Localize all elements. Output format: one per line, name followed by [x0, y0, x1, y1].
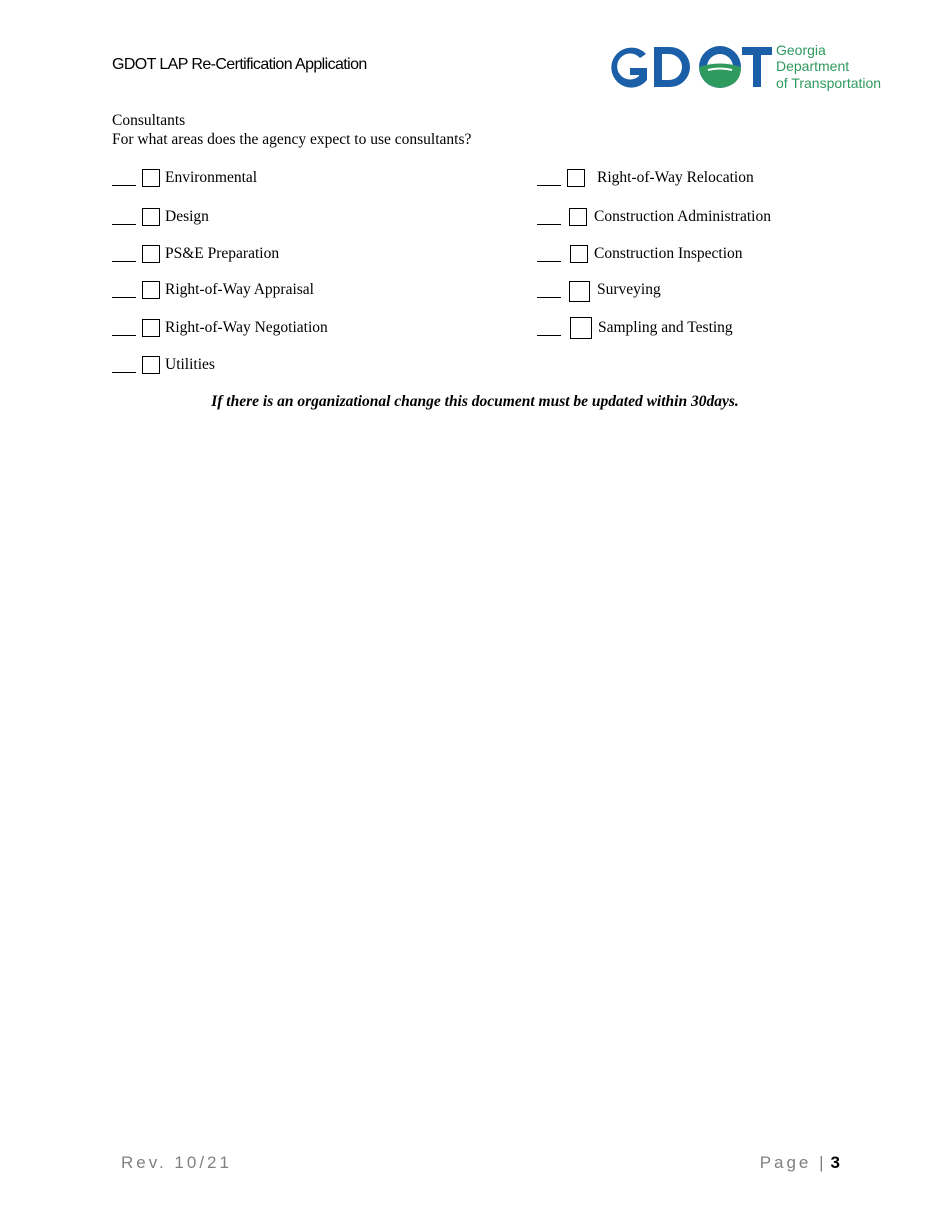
- priority-blank[interactable]: [537, 185, 561, 186]
- construction-inspection-checkbox[interactable]: [570, 245, 588, 263]
- priority-blank[interactable]: [112, 297, 136, 298]
- logo-line-2: Department: [776, 58, 850, 74]
- logo-line-3: of Transportation: [776, 75, 882, 91]
- option-label: Right-of-Way Relocation: [597, 169, 754, 186]
- option-label: Sampling and Testing: [598, 319, 733, 336]
- pse-preparation-checkbox[interactable]: [142, 245, 160, 263]
- option-label: Construction Inspection: [594, 245, 743, 262]
- page-number: 3: [830, 1153, 840, 1172]
- option-label: Design: [165, 208, 209, 225]
- priority-blank[interactable]: [537, 335, 561, 336]
- update-notice: If there is an organizational change this document must be updated within 30days.: [211, 393, 739, 410]
- priority-blank[interactable]: [537, 224, 561, 225]
- priority-blank[interactable]: [112, 185, 136, 186]
- section-title: Consultants: [112, 112, 186, 129]
- option-label: PS&E Preparation: [165, 245, 280, 262]
- page-word: Page |: [759, 1153, 827, 1172]
- option-label: Utilities: [165, 356, 215, 373]
- utilities-checkbox[interactable]: [142, 356, 160, 374]
- row-relocation-checkbox[interactable]: [567, 169, 585, 187]
- priority-blank[interactable]: [112, 261, 136, 262]
- logo-line-1: Georgia: [776, 42, 826, 58]
- page-indicator: [760, 1153, 840, 1173]
- row-appraisal-checkbox[interactable]: [142, 281, 160, 299]
- section-question: For what areas does the agency expect to use consultants?: [112, 131, 472, 148]
- option-label: Right-of-Way Appraisal: [165, 281, 314, 298]
- option-label: Surveying: [597, 281, 661, 298]
- document-title: GDOT LAP Re-Certification Application: [112, 56, 367, 73]
- row-negotiation-checkbox[interactable]: [142, 319, 160, 337]
- gdot-logo: [602, 40, 892, 95]
- sampling-testing-checkbox[interactable]: [570, 317, 592, 339]
- priority-blank[interactable]: [112, 372, 136, 373]
- construction-administration-checkbox[interactable]: [569, 208, 587, 226]
- option-label: Environmental: [165, 169, 258, 186]
- priority-blank[interactable]: [537, 297, 561, 298]
- option-label: Construction Administration: [594, 208, 771, 225]
- priority-blank[interactable]: [537, 261, 561, 262]
- priority-blank[interactable]: [112, 224, 136, 225]
- option-label: Right-of-Way Negotiation: [165, 319, 328, 336]
- environmental-checkbox[interactable]: [142, 169, 160, 187]
- priority-blank[interactable]: [112, 335, 136, 336]
- revision-label: Rev. 10/21: [121, 1153, 232, 1172]
- surveying-checkbox[interactable]: [569, 281, 590, 302]
- design-checkbox[interactable]: [142, 208, 160, 226]
